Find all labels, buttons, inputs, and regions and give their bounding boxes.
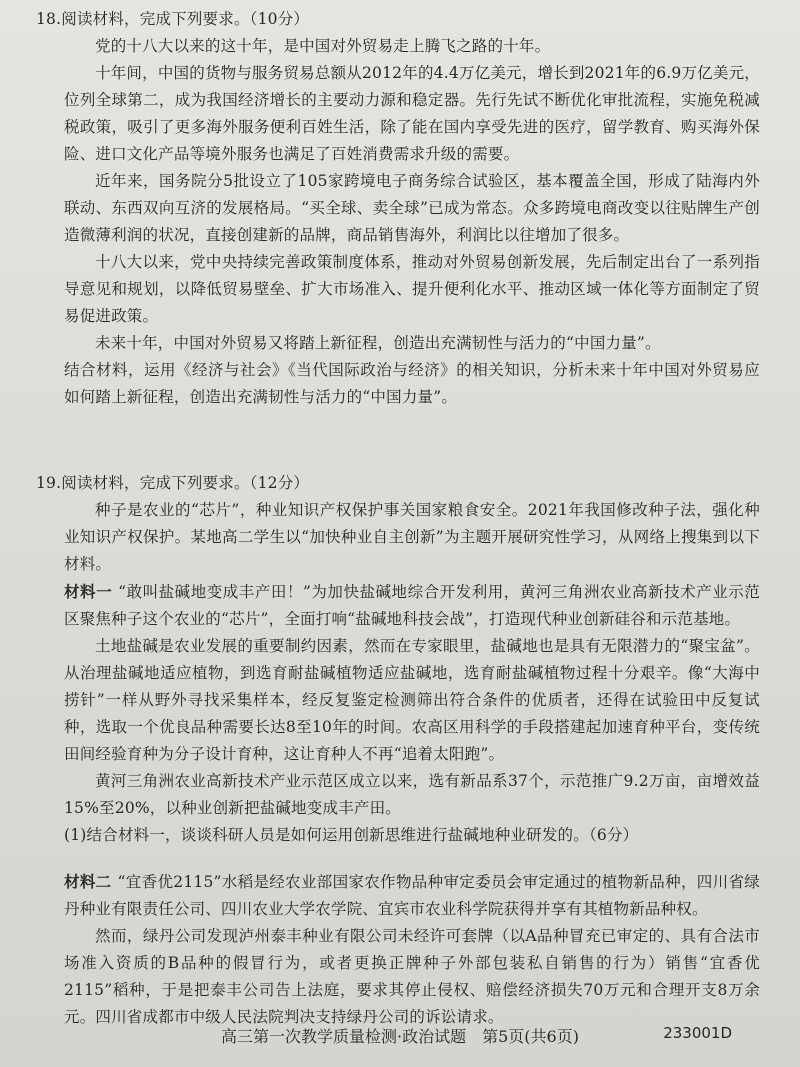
q18-task: 结合材料，运用《经济与社会》《当代国际政治与经济》的相关知识，分析未来十年中国对外贸易应如何踏上新征程，创造出充满韧性与活力的“中国力量”。 [64, 361, 760, 406]
page-footer [0, 1024, 800, 1054]
q18-paragraph: 近年来，国务院分5批设立了105家跨境电子商务综合试验区，基本覆盖全国，形成了陆海内外联动、东西双向互济的发展格局。“买全球、卖全球”已成为常态。众多跨境电商改变以往贴牌生产创造微薄利润的状况，直接创建新的品牌，商品销售海外，利润比以往增加了很多。 [64, 172, 760, 244]
material-1-label: 材料一 [64, 582, 113, 601]
q18-paragraph: 十八大以来，党中央持续完善政策制度体系，推动对外贸易创新发展，先后制定出台了一系列指导意见和规划，以降低贸易壁垒、扩大市场准入、提升便利化水平、推动区域一体化等方面制定了贸易促进政策。 [64, 253, 760, 325]
question-19-header: 19.阅读材料，完成下列要求。（12分） [36, 474, 310, 492]
question-18-header: 18.阅读材料，完成下列要求。（10分） [36, 10, 310, 28]
material-2-label: 材料二 [64, 872, 112, 891]
exam-code: 233001D [663, 1024, 732, 1042]
material-1-paragraph: 黄河三角洲农业高新技术产业示范区成立以来，选有新品系37个，示范推广9.2万亩，亩增效益15%至20%，以种业创新把盐碱地变成丰产田。 [64, 772, 760, 817]
material-2-first: 材料二 “宜香优2115”水稻是经农业部国家农作物品种审定委员会审定通过的植物新品种，四川省绿丹种业有限责任公司、四川农业大学农学院、宜宾市农业科学院获得并享有其植物新品种权。 [64, 872, 760, 918]
material-2 [64, 868, 760, 1031]
material-1-first: 材料一 “敢叫盐碱地变成丰产田！”为加快盐碱地综合开发利用，黄河三角洲农业高新技术产业示范区聚焦种子这个农业的“芯片”，全面打响“盐碱地科技会战”，打造现代种业创新硅谷和示范基地。 [64, 582, 760, 628]
material-1-paragraph: 土地盐碱是农业发展的重要制约因素，然而在专家眼里，盐碱地也是具有无限潜力的“聚宝盆”。从治理盐碱地适应植物，到选育耐盐碱植物适应盐碱地，选育耐盐碱植物过程十分艰辛。像“大海中捞针”一样从野外寻找采集样本，经反复鉴定检测筛出符合条件的优质者，还得在试验田中反复试种，选取一个优良品种需要长达8至10年的时间。农高区用科学的手段搭建起加速育种平台，变传统田间经验育种为分子设计育种，这让育种人不再“追着太阳跑”。 [64, 637, 760, 763]
q19-intro: 种子是农业的“芯片”，种业知识产权保护事关国家粮食安全。2021年我国修改种子法，强化种业知识产权保护。某地高二学生以“加快种业自主创新”为主题开展研究性学习，从网络上搜集到以下材料。 [64, 501, 760, 573]
q19-subquestion-1: (1)结合材料一，谈谈科研人员是如何运用创新思维进行盐碱地种业研发的。（6分） [64, 826, 639, 844]
q18-paragraph: 未来十年，中国对外贸易又将踏上新征程，创造出充满韧性与活力的“中国力量”。 [95, 334, 661, 352]
material-2-paragraph: 然而，绿丹公司发现泸州泰丰种业有限公司未经许可套牌（以A品种冒充已审定的、具有合法市场准入资质的B品种的假冒行为，或者更换正牌种子外部包装私自销售的行为）销售“宜香优2115”稻种，于是把泰丰公司告上法庭，要求其停止侵权、赔偿经济损失70万元和合理开支8万余元。四川省成都市中级人民法院判决支持绿丹公司的诉讼请求。 [64, 927, 760, 1026]
q18-paragraph: 十年间，中国的货物与服务贸易总额从2012年的4.4万亿美元，增长到2021年的6.9万亿美元，位列全球第二，成为我国经济增长的主要动力源和稳定器。先行先试不断优化审批流程，实施免税减税政策，吸引了更多海外服务便利百姓生活，除了能在国内享受先进的医疗，留学教育、购买海外保险、进口文化产品等境外服务也满足了百姓消费需求升级的需要。 [64, 64, 760, 163]
question-19 [36, 470, 760, 849]
q18-paragraph: 党的十八大以来的这十年，是中国对外贸易走上腾飞之路的十年。 [95, 37, 551, 55]
footer-title: 高三第一次教学质量检测·政治试题 第5页(共6页) [221, 1027, 579, 1046]
question-18 [36, 6, 760, 411]
